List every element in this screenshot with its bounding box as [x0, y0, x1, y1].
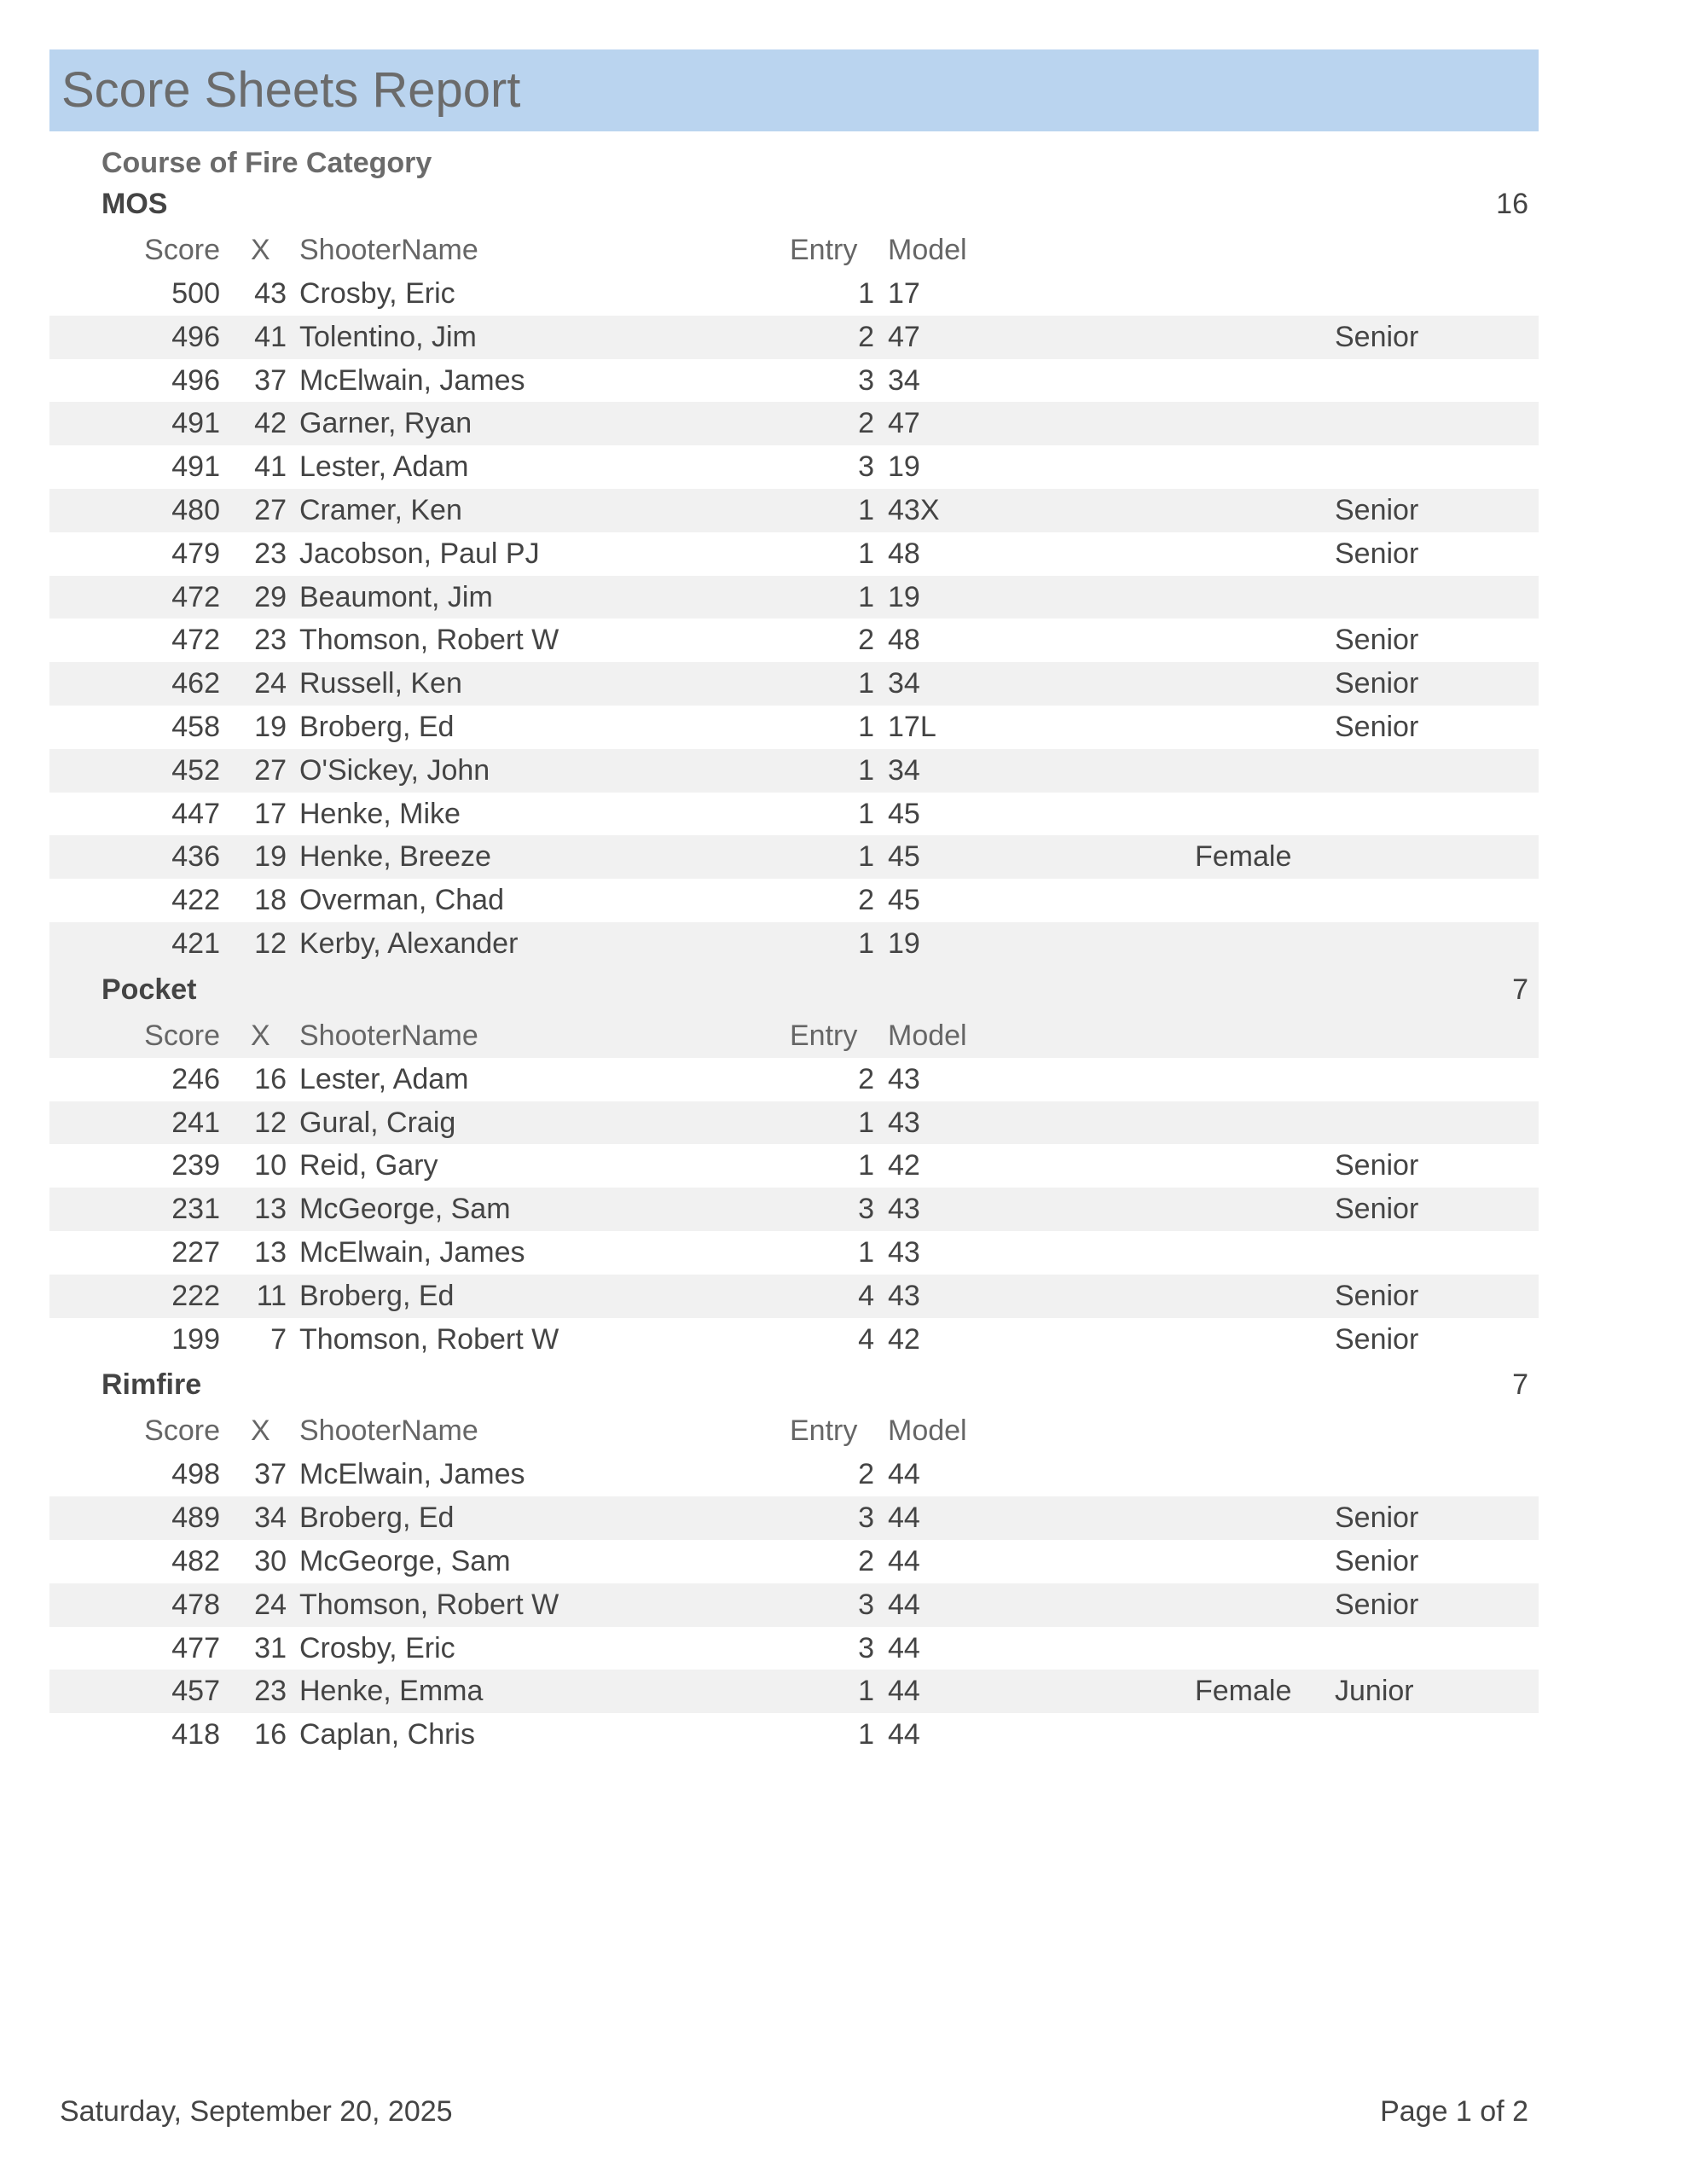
score-cell: 418 [171, 1718, 220, 1751]
group-header [49, 1361, 1539, 1409]
model-cell: 44 [888, 1588, 920, 1621]
x-count-cell: 37 [254, 363, 287, 397]
group-name: Rimfire [101, 1368, 202, 1402]
x-count-cell: 34 [254, 1502, 287, 1535]
score-cell: 227 [171, 1236, 220, 1269]
shooter-name-cell: McElwain, James [299, 363, 525, 397]
x-count-cell: 13 [254, 1193, 287, 1226]
entry-cell: 1 [858, 667, 874, 700]
table-row [49, 835, 1539, 879]
shooter-name-cell: Thomson, Robert W [299, 624, 559, 657]
score-cell: 479 [171, 537, 220, 570]
model-cell: 17L [888, 711, 936, 743]
model-cell: 45 [888, 840, 920, 874]
shooter-name-cell: Reid, Gary [299, 1149, 438, 1182]
x-count-cell: 27 [254, 494, 287, 526]
score-cell: 241 [171, 1106, 220, 1139]
division-cell: Senior [1335, 320, 1419, 353]
score-cell: 458 [171, 711, 220, 743]
table-row [49, 1496, 1539, 1540]
group-name: MOS [101, 188, 168, 220]
model-cell: 43 [888, 1193, 920, 1226]
score-cell: 462 [171, 667, 220, 700]
score-cell: 496 [171, 363, 220, 397]
score-cell: 421 [171, 927, 220, 960]
shooter-name-cell: Tolentino, Jim [299, 320, 477, 353]
model-cell: 44 [888, 1545, 920, 1577]
model-cell: 19 [888, 927, 920, 960]
entry-cell: 2 [858, 884, 874, 917]
x-count-cell: 23 [254, 1675, 287, 1708]
score-cell: 231 [171, 1193, 220, 1226]
column-header-x: X [251, 1019, 270, 1052]
x-count-cell: 41 [254, 450, 287, 484]
column-header-shooter-name: ShooterName [299, 1019, 478, 1052]
column-header-score: Score [144, 1019, 220, 1052]
shooter-name-cell: Kerby, Alexander [299, 927, 519, 960]
score-cell: 239 [171, 1149, 220, 1182]
table-row [49, 662, 1539, 706]
group-count: 16 [1496, 188, 1528, 220]
column-header-row [49, 1014, 1539, 1058]
column-header-entry: Entry [790, 234, 858, 266]
x-count-cell: 42 [254, 407, 287, 440]
shooter-name-cell: Garner, Ryan [299, 407, 472, 440]
gender-cell: Female [1195, 840, 1292, 874]
entry-cell: 3 [858, 363, 874, 397]
table-row [49, 402, 1539, 445]
shooter-name-cell: Thomson, Robert W [299, 1322, 559, 1356]
group-count: 7 [1512, 973, 1528, 1006]
entry-cell: 1 [858, 1675, 874, 1708]
score-cell: 478 [171, 1588, 220, 1621]
division-cell: Senior [1335, 624, 1419, 657]
column-header-model: Model [888, 1414, 967, 1448]
entry-cell: 1 [858, 537, 874, 570]
table-row [49, 1713, 1539, 1757]
shooter-name-cell: Caplan, Chris [299, 1718, 475, 1751]
shooter-name-cell: Broberg, Ed [299, 1502, 455, 1535]
x-count-cell: 30 [254, 1545, 287, 1577]
x-count-cell: 29 [254, 580, 287, 613]
x-count-cell: 31 [254, 1631, 287, 1664]
table-row [49, 445, 1539, 489]
model-cell: 34 [888, 667, 920, 700]
division-cell: Senior [1335, 1322, 1419, 1356]
model-cell: 47 [888, 407, 920, 440]
shooter-name-cell: Henke, Breeze [299, 840, 491, 874]
division-cell: Senior [1335, 1502, 1419, 1535]
column-header-shooter-name: ShooterName [299, 234, 478, 266]
category-label: Course of Fire Category [101, 147, 432, 179]
shooter-name-cell: McElwain, James [299, 1236, 525, 1269]
entry-cell: 3 [858, 1502, 874, 1535]
x-count-cell: 23 [254, 537, 287, 570]
score-cell: 498 [171, 1458, 220, 1491]
shooter-name-cell: McGeorge, Sam [299, 1193, 511, 1226]
entry-cell: 4 [858, 1279, 874, 1312]
shooter-name-cell: Crosby, Eric [299, 277, 455, 310]
table-row [49, 316, 1539, 359]
table-row [49, 619, 1539, 662]
shooter-name-cell: McGeorge, Sam [299, 1545, 511, 1577]
entry-cell: 2 [858, 1545, 874, 1577]
model-cell: 47 [888, 320, 920, 353]
table-row [49, 1058, 1539, 1101]
shooter-name-cell: Cramer, Ken [299, 494, 462, 526]
column-header-row [49, 1409, 1539, 1453]
score-cell: 496 [171, 320, 220, 353]
score-cell: 491 [171, 407, 220, 440]
shooter-name-cell: Henke, Mike [299, 797, 461, 830]
column-header-model: Model [888, 234, 967, 266]
model-cell: 44 [888, 1631, 920, 1664]
score-cell: 477 [171, 1631, 220, 1664]
score-cell: 222 [171, 1279, 220, 1312]
model-cell: 43 [888, 1062, 920, 1095]
shooter-name-cell: McElwain, James [299, 1458, 525, 1491]
table-row [49, 1627, 1539, 1670]
entry-cell: 2 [858, 1458, 874, 1491]
x-count-cell: 12 [254, 927, 287, 960]
gender-cell: Female [1195, 1675, 1292, 1708]
model-cell: 42 [888, 1149, 920, 1182]
score-cell: 472 [171, 580, 220, 613]
entry-cell: 1 [858, 277, 874, 310]
shooter-name-cell: Jacobson, Paul PJ [299, 537, 540, 570]
x-count-cell: 24 [254, 1588, 287, 1621]
division-cell: Senior [1335, 1149, 1419, 1182]
x-count-cell: 10 [254, 1149, 287, 1182]
x-count-cell: 13 [254, 1236, 287, 1269]
footer-date: Saturday, September 20, 2025 [60, 2095, 453, 2128]
shooter-name-cell: O'Sickey, John [299, 753, 490, 787]
division-cell: Senior [1335, 1193, 1419, 1226]
column-header-shooter-name: ShooterName [299, 1414, 478, 1448]
table-row [49, 1583, 1539, 1627]
x-count-cell: 16 [254, 1062, 287, 1095]
column-header-x: X [251, 234, 270, 266]
x-count-cell: 12 [254, 1106, 287, 1139]
model-cell: 19 [888, 580, 920, 613]
shooter-name-cell: Lester, Adam [299, 1062, 469, 1095]
table-row [49, 359, 1539, 403]
entry-cell: 3 [858, 1631, 874, 1664]
model-cell: 44 [888, 1502, 920, 1535]
model-cell: 45 [888, 884, 920, 917]
column-header-score: Score [144, 234, 220, 266]
division-cell: Senior [1335, 537, 1419, 570]
model-cell: 19 [888, 450, 920, 484]
table-row [49, 1670, 1539, 1713]
entry-cell: 2 [858, 624, 874, 657]
x-count-cell: 19 [254, 711, 287, 743]
column-header-entry: Entry [790, 1019, 858, 1052]
entry-cell: 3 [858, 1193, 874, 1226]
entry-cell: 1 [858, 927, 874, 960]
model-cell: 34 [888, 753, 920, 787]
shooter-name-cell: Russell, Ken [299, 667, 462, 700]
score-cell: 482 [171, 1545, 220, 1577]
entry-cell: 2 [858, 320, 874, 353]
entry-cell: 1 [858, 711, 874, 743]
entry-cell: 1 [858, 840, 874, 874]
model-cell: 44 [888, 1718, 920, 1751]
division-cell: Senior [1335, 1545, 1419, 1577]
column-header-model: Model [888, 1019, 967, 1052]
model-cell: 45 [888, 797, 920, 830]
table-row [49, 1275, 1539, 1318]
model-cell: 43X [888, 494, 940, 526]
model-cell: 43 [888, 1236, 920, 1269]
shooter-name-cell: Thomson, Robert W [299, 1588, 559, 1621]
score-cell: 199 [171, 1322, 220, 1356]
table-row [49, 1453, 1539, 1496]
shooter-name-cell: Broberg, Ed [299, 711, 455, 743]
score-cell: 489 [171, 1502, 220, 1535]
score-cell: 457 [171, 1675, 220, 1708]
table-row [49, 1231, 1539, 1275]
model-cell: 48 [888, 624, 920, 657]
division-cell: Senior [1335, 494, 1419, 526]
entry-cell: 1 [858, 1236, 874, 1269]
model-cell: 48 [888, 537, 920, 570]
model-cell: 17 [888, 277, 920, 310]
shooter-name-cell: Broberg, Ed [299, 1279, 455, 1312]
table-row [49, 879, 1539, 922]
entry-cell: 2 [858, 407, 874, 440]
table-row [49, 922, 1539, 966]
shooter-name-cell: Gural, Craig [299, 1106, 456, 1139]
report-title-bar [49, 49, 1539, 131]
entry-cell: 4 [858, 1322, 874, 1356]
table-row [49, 1540, 1539, 1583]
entry-cell: 1 [858, 797, 874, 830]
x-count-cell: 27 [254, 753, 287, 787]
model-cell: 44 [888, 1675, 920, 1708]
column-header-score: Score [144, 1414, 220, 1448]
x-count-cell: 23 [254, 624, 287, 657]
group-name: Pocket [101, 973, 197, 1006]
shooter-name-cell: Lester, Adam [299, 450, 469, 484]
table-row [49, 272, 1539, 316]
model-cell: 43 [888, 1106, 920, 1139]
x-count-cell: 18 [254, 884, 287, 917]
x-count-cell: 37 [254, 1458, 287, 1491]
entry-cell: 2 [858, 1062, 874, 1095]
entry-cell: 3 [858, 450, 874, 484]
x-count-cell: 19 [254, 840, 287, 874]
score-cell: 452 [171, 753, 220, 787]
score-cell: 246 [171, 1062, 220, 1095]
entry-cell: 1 [858, 753, 874, 787]
entry-cell: 1 [858, 580, 874, 613]
score-cell: 422 [171, 884, 220, 917]
division-cell: Senior [1335, 1588, 1419, 1621]
x-count-cell: 41 [254, 320, 287, 353]
model-cell: 44 [888, 1458, 920, 1491]
x-count-cell: 11 [256, 1279, 287, 1312]
entry-cell: 1 [858, 1149, 874, 1182]
column-header-x: X [251, 1414, 270, 1448]
table-row [49, 489, 1539, 532]
shooter-name-cell: Henke, Emma [299, 1675, 484, 1708]
score-cell: 472 [171, 624, 220, 657]
shooter-name-cell: Beaumont, Jim [299, 580, 493, 613]
division-cell: Senior [1335, 667, 1419, 700]
table-row [49, 793, 1539, 836]
footer-page-number: Page 1 of 2 [1380, 2095, 1528, 2128]
column-header-entry: Entry [790, 1414, 858, 1448]
shooter-name-cell: Crosby, Eric [299, 1631, 455, 1664]
table-row [49, 1318, 1539, 1362]
entry-cell: 3 [858, 1588, 874, 1621]
division-cell: Junior [1335, 1675, 1414, 1708]
column-header-row [49, 229, 1539, 272]
score-cell: 447 [171, 797, 220, 830]
report-title: Score Sheets Report [61, 62, 521, 118]
entry-cell: 1 [858, 494, 874, 526]
score-cell: 491 [171, 450, 220, 484]
x-count-cell: 7 [270, 1322, 287, 1356]
x-count-cell: 24 [254, 667, 287, 700]
table-row [49, 1188, 1539, 1231]
table-row [49, 706, 1539, 749]
group-header [49, 966, 1539, 1014]
entry-cell: 1 [858, 1106, 874, 1139]
x-count-cell: 43 [254, 277, 287, 310]
model-cell: 42 [888, 1322, 920, 1356]
x-count-cell: 16 [254, 1718, 287, 1751]
table-row [49, 749, 1539, 793]
table-row [49, 1101, 1539, 1145]
score-cell: 500 [171, 277, 220, 310]
model-cell: 34 [888, 363, 920, 397]
division-cell: Senior [1335, 1279, 1419, 1312]
score-cell: 436 [171, 840, 220, 874]
entry-cell: 1 [858, 1718, 874, 1751]
group-count: 7 [1512, 1368, 1528, 1402]
shooter-name-cell: Overman, Chad [299, 884, 504, 917]
group-header [49, 180, 1539, 229]
score-cell: 480 [171, 494, 220, 526]
table-row [49, 576, 1539, 619]
table-row [49, 532, 1539, 576]
model-cell: 43 [888, 1279, 920, 1312]
division-cell: Senior [1335, 711, 1419, 743]
table-row [49, 1144, 1539, 1188]
x-count-cell: 17 [254, 797, 287, 830]
